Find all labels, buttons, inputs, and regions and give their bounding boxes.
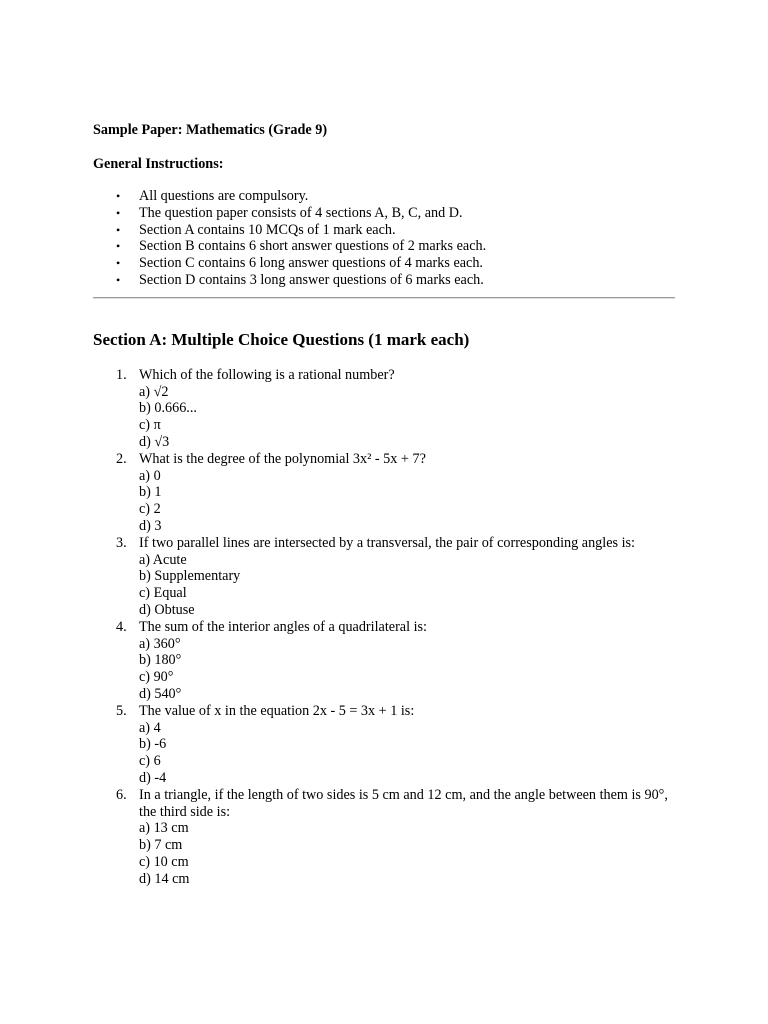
instruction-item xyxy=(93,188,675,205)
option-a: a) 4 xyxy=(139,719,161,736)
instruction-text: The question paper consists of 4 sections A, B, C, and D. xyxy=(139,204,463,221)
question-text: The sum of the interior angles of a quadrilateral is: xyxy=(139,618,427,635)
option-a: a) √2 xyxy=(139,383,169,400)
question-number: 5. xyxy=(116,702,127,719)
bullet-icon: • xyxy=(116,256,121,271)
question-number: 4. xyxy=(116,618,127,635)
question-item xyxy=(93,535,675,619)
question-text: If two parallel lines are intersected by a transversal, the pair of corresponding angles is: xyxy=(139,534,635,551)
instruction-item xyxy=(93,205,675,222)
instruction-text: Section C contains 6 long answer questions of 4 marks each. xyxy=(139,255,483,272)
instruction-text: Section A contains 10 MCQs of 1 mark each. xyxy=(139,221,396,238)
option-a: a) 0 xyxy=(139,467,161,484)
question-item xyxy=(93,451,675,535)
option-d: d) √3 xyxy=(139,433,170,450)
instruction-item xyxy=(93,272,675,289)
bullet-icon: • xyxy=(116,239,121,254)
bullet-icon: • xyxy=(116,222,121,237)
question-text: What is the degree of the polynomial 3x² - 5x + 7? xyxy=(139,450,426,467)
section-a-title: Section A: Multiple Choice Questions (1 mark each) xyxy=(93,329,470,349)
bullet-icon: • xyxy=(116,189,121,203)
option-b: b) Supplementary xyxy=(139,568,241,585)
instruction-item xyxy=(93,238,675,255)
option-b: b) 1 xyxy=(139,484,162,501)
option-c: c) Equal xyxy=(139,585,187,602)
option-a: a) 360° xyxy=(139,635,181,652)
option-d: d) -4 xyxy=(139,769,167,786)
bullet-icon: • xyxy=(116,205,121,220)
option-b: b) -6 xyxy=(139,736,167,753)
option-c: c) π xyxy=(139,417,161,434)
option-d: d) 540° xyxy=(139,685,182,702)
instruction-item xyxy=(93,255,675,272)
option-d: d) 3 xyxy=(139,517,162,534)
question-item xyxy=(93,619,675,703)
bullet-icon: • xyxy=(116,272,121,287)
question-item xyxy=(93,787,675,888)
option-a: a) 13 cm xyxy=(139,820,189,837)
instruction-text: Section D contains 3 long answer questions of 6 marks each. xyxy=(139,271,484,288)
option-b: b) 0.666... xyxy=(139,400,197,417)
option-d: d) 14 cm xyxy=(139,870,190,887)
question-text: Which of the following is a rational number? xyxy=(139,366,395,383)
question-number: 2. xyxy=(116,450,127,467)
instructions-heading: General Instructions: xyxy=(93,156,224,172)
question-text: In a triangle, if the length of two sides is 5 cm and 12 cm, and the angle between them is 90°, the third side is: xyxy=(139,786,668,820)
option-c: c) 6 xyxy=(139,753,161,770)
document-page xyxy=(93,120,675,887)
question-item xyxy=(93,367,675,451)
question-item xyxy=(93,703,675,787)
instructions-list xyxy=(93,188,675,289)
instruction-item xyxy=(93,222,675,239)
option-c: c) 2 xyxy=(139,501,161,518)
question-number: 3. xyxy=(116,534,127,551)
question-list xyxy=(93,367,675,888)
option-d: d) Obtuse xyxy=(139,601,195,618)
option-c: c) 10 cm xyxy=(139,853,189,870)
question-text: The value of x in the equation 2x - 5 = 3x + 1 is: xyxy=(139,702,415,719)
instruction-text: Section B contains 6 short answer questions of 2 marks each. xyxy=(139,238,487,255)
question-number: 6. xyxy=(116,786,127,803)
question-number: 1. xyxy=(116,366,127,383)
document-title: Sample Paper: Mathematics (Grade 9) xyxy=(93,122,328,138)
option-a: a) Acute xyxy=(139,551,187,568)
horizontal-rule xyxy=(93,297,675,299)
option-c: c) 90° xyxy=(139,669,174,686)
instruction-text: All questions are compulsory. xyxy=(139,188,309,204)
option-b: b) 180° xyxy=(139,652,182,669)
option-b: b) 7 cm xyxy=(139,837,183,854)
